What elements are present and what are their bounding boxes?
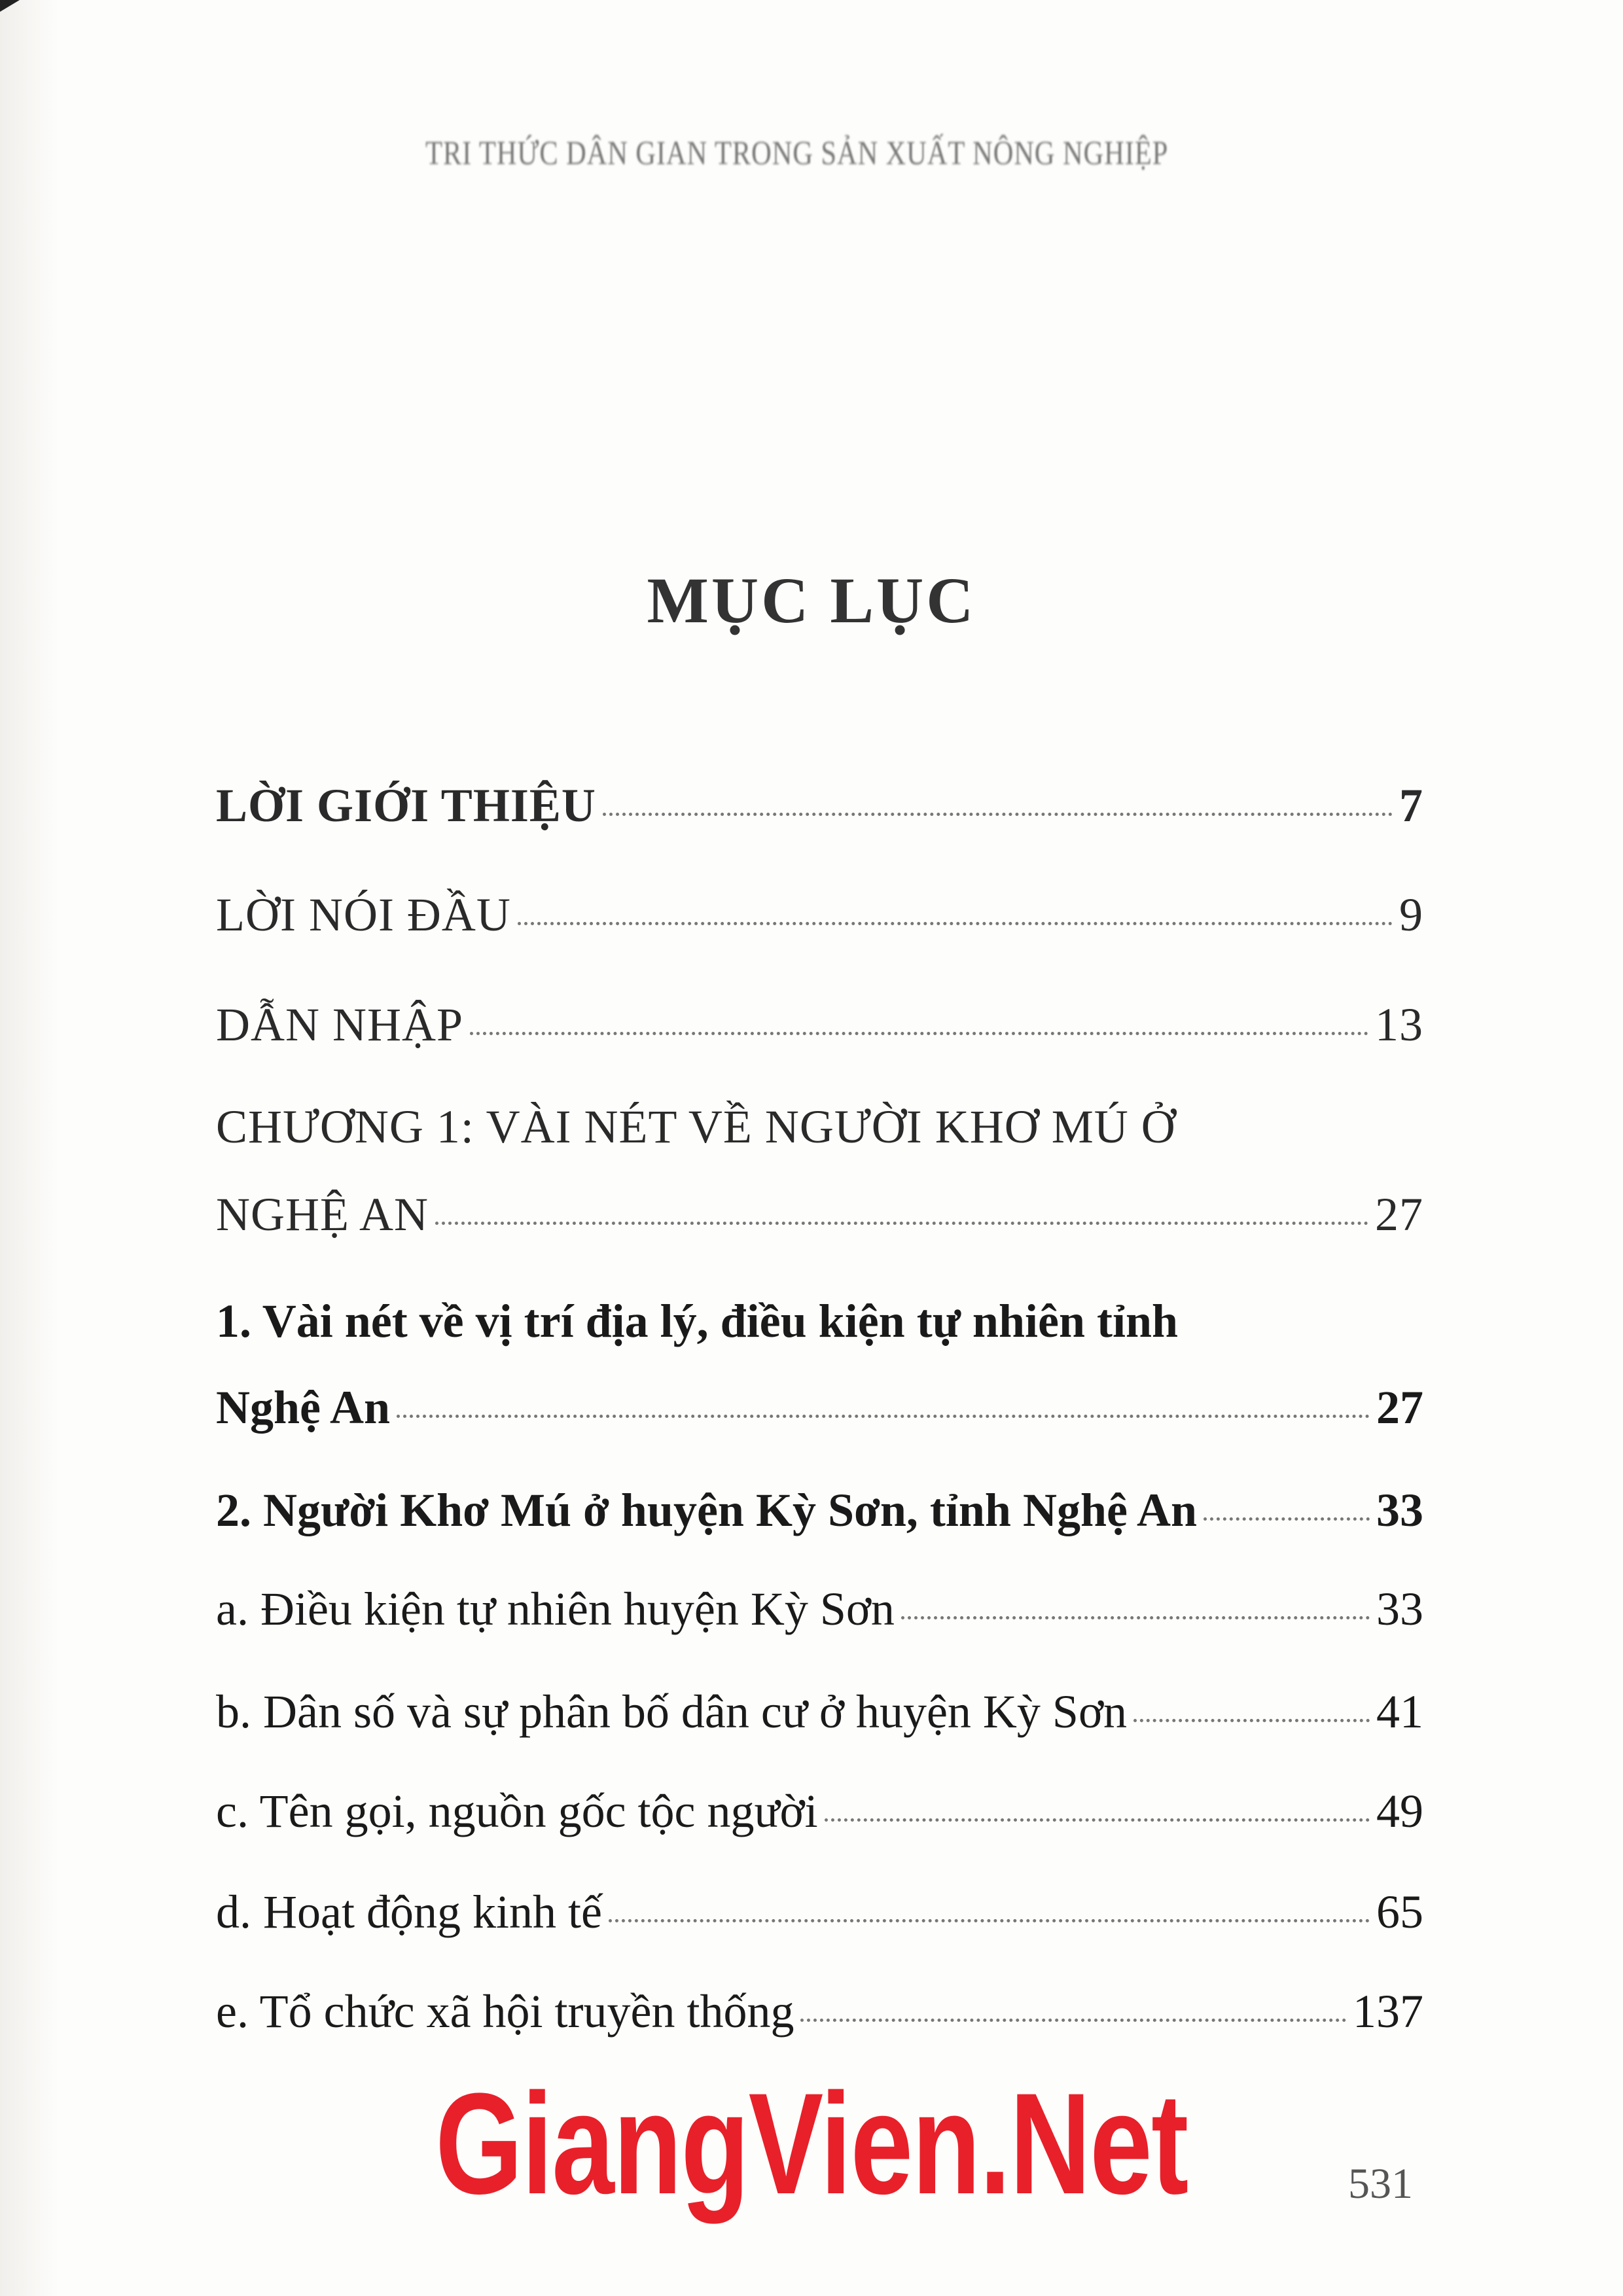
toc-entry-line1: CHƯƠNG 1: VÀI NÉT VỀ NGƯỜI KHƠ MÚ Ở xyxy=(216,1101,1176,1153)
toc-entry[interactable]: 2. Người Khơ Mú ở huyện Kỳ Sơn, tỉnh Nghệ An 33 xyxy=(216,1484,1423,1536)
leader-dots xyxy=(435,1222,1368,1225)
leader-dots xyxy=(825,1818,1370,1822)
toc-entry[interactable]: e. Tổ chức xã hội truyền thống 137 xyxy=(216,1985,1423,2038)
leader-dots xyxy=(609,1919,1370,1922)
leader-dots xyxy=(1204,1517,1370,1521)
running-header: TRI THỨC DÂN GIAN TRONG SẢN XUẤT NÔNG NGHIỆP xyxy=(425,135,1169,172)
page-number: 531 xyxy=(1348,2160,1413,2208)
toc-entry[interactable]: Nghệ An 27 xyxy=(216,1381,1423,1434)
leader-dots xyxy=(603,813,1393,816)
page-edge-shadow xyxy=(0,0,59,2296)
leader-dots xyxy=(800,2019,1346,2022)
toc-entry[interactable]: b. Dân số và sự phân bố dân cư ở huyện Kỳ Sơn 41 xyxy=(216,1686,1423,1738)
toc-entry[interactable]: LỜI NÓI ĐẦU 9 xyxy=(216,889,1423,941)
toc-entry[interactable]: LỜI GIỚI THIỆU 7 xyxy=(216,779,1423,832)
toc-entry[interactable]: DẪN NHẬP 13 xyxy=(216,998,1423,1051)
toc-entry-line1: 1. Vài nét về vị trí địa lý, điều kiện tự nhiên tỉnh xyxy=(216,1295,1179,1347)
leader-dots xyxy=(470,1032,1368,1035)
toc-entry[interactable]: a. Điều kiện tự nhiên huyện Kỳ Sơn 33 xyxy=(216,1583,1423,1635)
toc-entry[interactable]: d. Hoạt động kinh tế 65 xyxy=(216,1886,1423,1938)
leader-dots xyxy=(397,1415,1370,1418)
leader-dots xyxy=(518,922,1393,925)
leader-dots xyxy=(1133,1719,1370,1722)
toc-entry[interactable]: c. Tên gọi, nguồn gốc tộc người 49 xyxy=(216,1785,1423,1837)
watermark: GiangVien.Net xyxy=(435,2063,1188,2224)
toc-entry[interactable]: NGHỆ AN 27 xyxy=(216,1188,1423,1241)
leader-dots xyxy=(901,1616,1370,1619)
page-title: MỤC LỤC xyxy=(647,564,976,637)
